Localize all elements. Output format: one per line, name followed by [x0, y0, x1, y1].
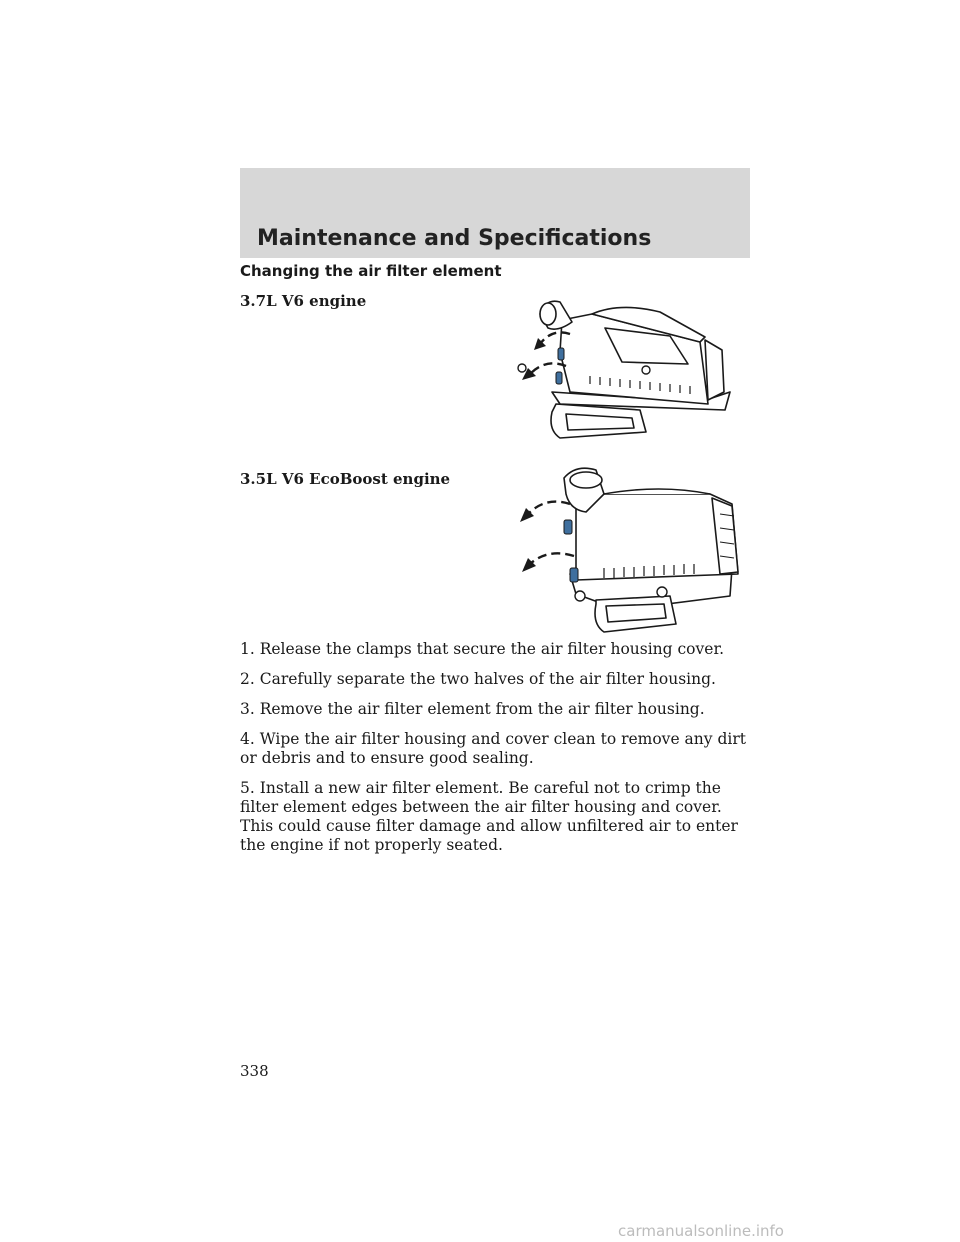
step-3: 3. Remove the air filter element from the air filter housing. [240, 700, 705, 718]
step-1: 1. Release the clamps that secure the air filter housing cover. [240, 640, 725, 658]
step-2: 2. Carefully separate the two halves of the air filter housing. [240, 670, 716, 688]
air-filter-housing-3-7l-illustration [500, 292, 735, 452]
page-number: 338 [240, 1062, 269, 1080]
page-title: Maintenance and Specifications [257, 226, 652, 251]
instruction-steps [240, 640, 750, 866]
step-4: 4. Wipe the air filter housing and cover clean to remove any dirt or debris and to ensure good sealing. [240, 730, 746, 767]
watermark: carmanualsonline.info [618, 1222, 784, 1240]
section-header-bar [240, 168, 750, 258]
step-5: 5. Install a new air filter element. Be careful not to crimp the filter element edges between the air filter housing and cover. This could cause filter damage and allow unfiltered air to enter the engine if not properly seated. [240, 779, 738, 854]
air-filter-housing-3-5l-ecoboost-illustration [500, 464, 750, 634]
engine-label-3-5l-ecoboost: 3.5L V6 EcoBoost engine [240, 470, 451, 488]
section-heading: Changing the air filter element [240, 262, 502, 280]
engine-label-3-7l: 3.7L V6 engine [240, 292, 367, 310]
